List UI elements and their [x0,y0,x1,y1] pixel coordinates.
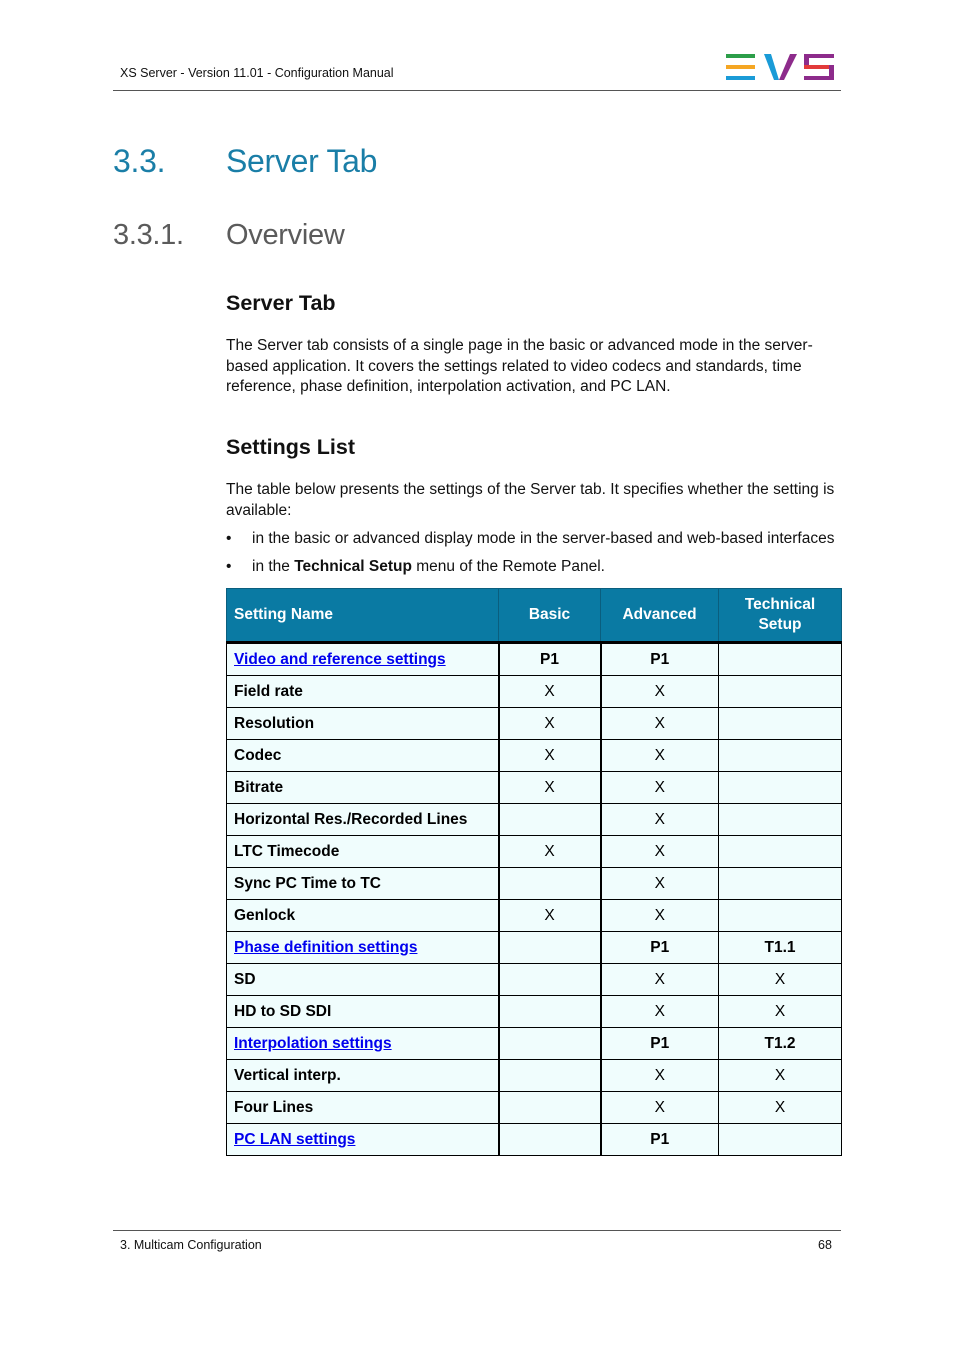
setting-name-cell [227,932,499,964]
setting-name: LTC Timecode [234,842,340,860]
logo-bar-blue [726,76,755,80]
bullet-text [252,558,605,576]
setting-link[interactable]: Interpolation settings [234,1034,392,1052]
settings-table [226,588,842,1156]
setting-name-cell [227,708,499,740]
advanced-cell: X [601,900,719,932]
advanced-cell: X [601,836,719,868]
basic-cell: X [499,836,601,868]
setting-name: Genlock [234,906,296,924]
setting-name-cell [227,836,499,868]
section-title: Server Tab [226,143,378,179]
settings-list-heading: Settings List [226,435,356,459]
bullet-text-pre: in the [252,558,295,575]
setting-name-cell [227,868,499,900]
technical-setup-cell [719,836,842,868]
setting-name-cell [227,1124,499,1156]
section-number: 3.3. [113,143,166,179]
setting-link[interactable]: Phase definition settings [234,938,418,956]
technical-setup-cell: X [719,964,842,996]
table-header-row [227,589,842,643]
logo-s-bottom [804,76,834,80]
setting-link[interactable]: PC LAN settings [234,1130,356,1148]
subsection-title: Overview [226,219,345,251]
table-row [227,1060,842,1092]
advanced-cell: X [601,708,719,740]
setting-name-cell [227,1092,499,1124]
logo-v-left [764,54,779,80]
advanced-cell: X [601,804,719,836]
basic-cell [499,1092,601,1124]
basic-cell [499,1124,601,1156]
basic-cell: P1 [499,643,601,676]
basic-cell: X [499,900,601,932]
table-row [227,804,842,836]
setting-name: Horizontal Res./Recorded Lines [234,810,468,828]
header-divider [113,90,841,91]
setting-name-cell [227,676,499,708]
bullet-text-post: menu of the Remote Panel. [411,558,605,575]
bullet-text-bold: Technical Setup [294,558,412,575]
basic-cell [499,1060,601,1092]
technical-setup-cell [719,708,842,740]
technical-setup-cell [719,868,842,900]
technical-setup-cell [719,676,842,708]
basic-cell [499,804,601,836]
table-row [227,868,842,900]
server-tab-description: The Server tab consists of a single page in the basic or advanced mode in the server-based application. It covers the settings related to video codecs and standards, time reference, phase definition, interpolation activation, and PC LAN. [226,337,813,395]
advanced-cell: X [601,1060,719,1092]
technical-setup-cell: X [719,996,842,1028]
basic-cell [499,1028,601,1060]
logo-bar-green [726,54,755,58]
advanced-cell: P1 [601,932,719,964]
bullet-marker: • [226,558,232,575]
table-row [227,1092,842,1124]
column-header-setting-name: Setting Name [227,589,499,643]
column-header-advanced: Advanced [601,589,719,643]
advanced-cell: X [601,868,719,900]
setting-name: Sync PC Time to TC [234,874,381,892]
basic-cell: X [499,740,601,772]
setting-name: Vertical interp. [234,1066,341,1084]
table-row [227,996,842,1028]
setting-name: Resolution [234,714,315,732]
setting-name-cell [227,804,499,836]
setting-name: HD to SD SDI [234,1002,332,1020]
logo-bar-orange [726,65,755,69]
advanced-cell: P1 [601,643,719,676]
table-row [227,740,842,772]
setting-name: Bitrate [234,778,284,796]
column-header-technical-setup: Technical Setup [719,589,842,643]
setting-name: Codec [234,746,282,764]
advanced-cell: X [601,1092,719,1124]
technical-setup-cell [719,740,842,772]
evs-logo [726,54,834,82]
table-row [227,964,842,996]
page-number: 68 [818,1238,832,1252]
basic-cell: X [499,708,601,740]
technical-setup-cell: T1.1 [719,932,842,964]
setting-name-cell [227,1060,499,1092]
column-header-basic: Basic [499,589,601,643]
subsection-number: 3.3.1. [113,219,184,251]
setting-name-cell [227,996,499,1028]
table-row [227,932,842,964]
logo-v-right [779,54,797,80]
basic-cell [499,964,601,996]
bullet-marker: • [226,530,232,547]
table-row [227,643,842,676]
settings-list-intro: The table below presents the settings of the Server tab. It specifies whether the setting is available: [226,481,835,519]
setting-name: SD [234,970,256,988]
advanced-cell: X [601,676,719,708]
basic-cell: X [499,772,601,804]
table-row [227,772,842,804]
setting-link[interactable]: Video and reference settings [234,650,446,668]
advanced-cell: P1 [601,1124,719,1156]
basic-cell: X [499,676,601,708]
technical-setup-cell [719,1124,842,1156]
advanced-cell: X [601,772,719,804]
table-row [227,900,842,932]
setting-name-cell [227,740,499,772]
table-row [227,836,842,868]
technical-setup-cell: X [719,1092,842,1124]
technical-setup-cell: X [719,1060,842,1092]
advanced-cell: P1 [601,1028,719,1060]
setting-name-cell [227,900,499,932]
footer-divider [113,1230,841,1231]
technical-setup-cell [719,804,842,836]
basic-cell [499,996,601,1028]
table-row [227,708,842,740]
running-header-title: XS Server - Version 11.01 - Configuration Manual [120,66,394,80]
setting-name-cell [227,643,499,676]
setting-name-cell [227,964,499,996]
technical-setup-cell: T1.2 [719,1028,842,1060]
bullet-text: in the basic or advanced display mode in the server-based and web-based interfaces [252,530,835,547]
technical-setup-cell [719,772,842,804]
table-row [227,1028,842,1060]
advanced-cell: X [601,740,719,772]
basic-cell [499,932,601,964]
advanced-cell: X [601,964,719,996]
setting-name-cell [227,772,499,804]
basic-cell [499,868,601,900]
advanced-cell: X [601,996,719,1028]
footer-chapter: 3. Multicam Configuration [120,1238,262,1252]
technical-setup-cell [719,900,842,932]
technical-setup-cell [719,643,842,676]
server-tab-heading: Server Tab [226,291,336,315]
setting-name: Four Lines [234,1098,314,1116]
table-row [227,676,842,708]
table-row [227,1124,842,1156]
setting-name: Field rate [234,682,303,700]
setting-name-cell [227,1028,499,1060]
